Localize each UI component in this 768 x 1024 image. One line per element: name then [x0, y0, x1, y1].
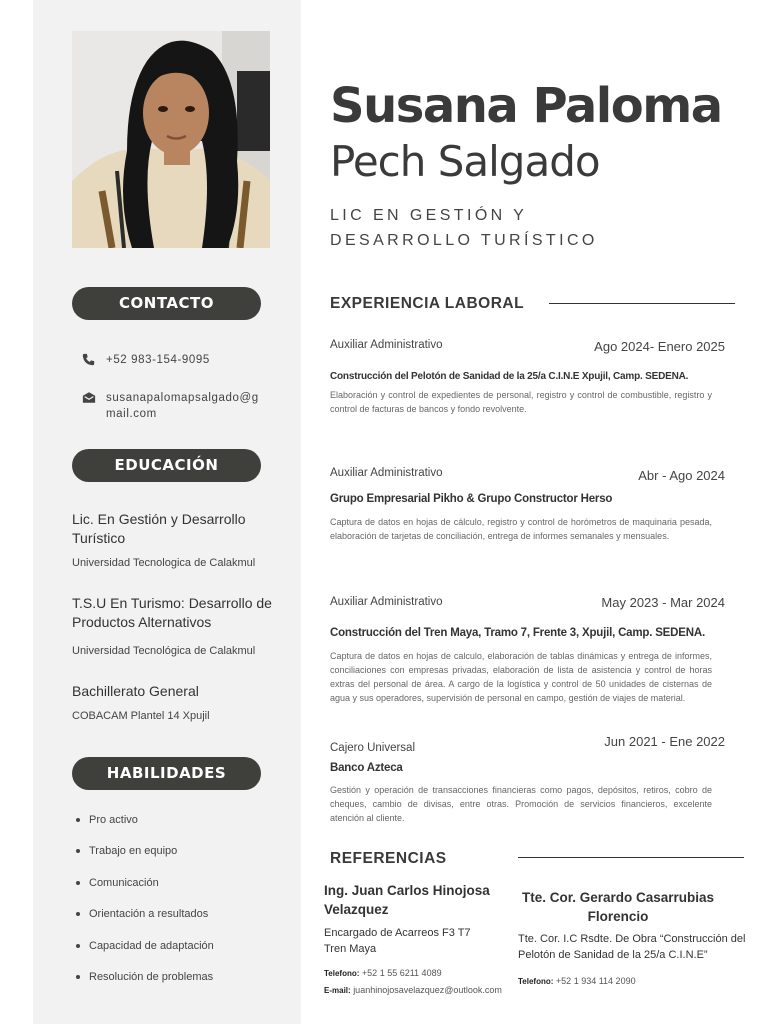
job-description: Captura de datos en hojas de calculo, elaboración de tablas dinámicas y entrega de informes, conciliaciones con empresas privadas, elaboración de lista de asistencia y control de horas extras del personal de área. A cargo de la logística y control de 50 unidades de cisternas de agua y sus operadores, supervisión de personal en campo, gestión de viajes de material. [330, 651, 712, 703]
skills-heading: HABILIDADES [72, 757, 261, 790]
experience-heading: EXPERIENCIA LABORAL [330, 295, 525, 312]
skill-item: Orientación a resultados [74, 904, 214, 935]
reference-email-row [324, 985, 502, 995]
reference-position: Tte. Cor. I.C Rsdte. De Obra “Construcción del Pelotón de Sanidad de la 25/a C.I.N.E” [518, 933, 746, 961]
reference-email[interactable]: juanhinojosavelazquez@outlook.com [353, 985, 502, 995]
name-last: Pech Salgado [330, 137, 600, 186]
education-title: T.S.U En Turismo: Desarrollo de Productos Alternativos [72, 595, 272, 630]
job-description: Gestión y operación de transacciones financieras como pagos, depósitos, retiros, cobro de cheques, cambio de divisas, entre otras. Promoción de servicios financieros, excelente atención al cliente. [330, 785, 712, 823]
job-description: Captura de datos en hojas de cálculo, registro y control de horómetros de maquinaria pesada, elaboración de tarjetas de conciliación, entrega de informes semanales y mensuales. [330, 517, 712, 541]
section-divider [549, 303, 735, 304]
skill-item: Comunicación [74, 873, 214, 904]
job-role: Auxiliar Administrativo [330, 596, 443, 608]
skill-item: Trabajo en equipo [74, 841, 214, 872]
phone-number[interactable]: +52 983-154-9095 [106, 354, 210, 366]
reference-phone-row [324, 968, 442, 978]
job-date: Ago 2024- Enero 2025 [594, 339, 725, 354]
job-organization: Grupo Empresarial Pikho & Grupo Constructor Herso [330, 493, 613, 505]
job-date: Jun 2021 - Ene 2022 [604, 734, 725, 749]
portrait-image [72, 31, 270, 248]
reference-phone[interactable]: +52 1 55 6211 4089 [361, 968, 442, 978]
mail-icon [82, 391, 96, 405]
education-school: COBACAM Plantel 14 Xpujil [72, 710, 210, 722]
education-school: Universidad Tecnologica de Calakmul [72, 557, 256, 569]
profession-title-line1: LIC EN GESTIÓN Y [330, 207, 528, 224]
skill-item: Resolución de problemas [74, 967, 214, 998]
job-description: Elaboración y control de expedientes de personal, registro y control de combustible, registro y control de facturas de bancos y fondo revolvente. [330, 390, 712, 414]
skill-item: Capacidad de adaptación [74, 936, 214, 967]
phone-label: Telefono: [324, 969, 360, 978]
education-title: Bachillerato General [72, 683, 199, 699]
job-date: Abr - Ago 2024 [638, 468, 725, 483]
profession-title-line2: DESARROLLO TURÍSTICO [330, 232, 598, 249]
email-label: E-mail: [324, 986, 351, 995]
reference-phone[interactable]: +52 1 934 114 2090 [555, 976, 636, 986]
name-first: Susana Paloma [330, 78, 722, 134]
job-role: Auxiliar Administrativo [330, 339, 443, 351]
job-role: Auxiliar Administrativo [330, 467, 443, 479]
profile-photo [72, 31, 270, 248]
contact-heading: CONTACTO [72, 287, 261, 320]
job-date: May 2023 - Mar 2024 [601, 595, 725, 610]
job-organization: Construcción del Tren Maya, Tramo 7, Frente 3, Xpujil, Camp. SEDENA. [330, 627, 705, 639]
reference-position: Encargado de Acarreos F3 T7 Tren Maya [324, 927, 471, 955]
job-organization: Banco Azteca [330, 762, 403, 774]
phone-icon [82, 353, 96, 367]
email-address[interactable]: susanapalomapsalgado@gmail.com [106, 392, 259, 420]
education-school: Universidad Tecnológica de Calakmul [72, 645, 256, 657]
section-divider [518, 857, 744, 858]
references-heading: REFERENCIAS [330, 850, 447, 867]
job-role: Cajero Universal [330, 742, 416, 754]
reference-name: Tte. Cor. Gerardo Casarrubias Florencio [521, 890, 715, 924]
skills-list [74, 810, 214, 998]
education-heading: EDUCACIÓN [72, 449, 261, 482]
reference-name: Ing. Juan Carlos Hinojosa Velazquez [324, 883, 490, 917]
skill-item: Pro activo [74, 810, 214, 841]
job-organization: Construcción del Pelotón de Sanidad de la 25/a C.I.N.E Xpujil, Camp. SEDENA. [330, 371, 689, 382]
reference-phone-row [518, 976, 636, 986]
education-title: Lic. En Gestión y Desarrollo Turístico [72, 511, 246, 546]
phone-label: Telefono: [518, 977, 554, 986]
